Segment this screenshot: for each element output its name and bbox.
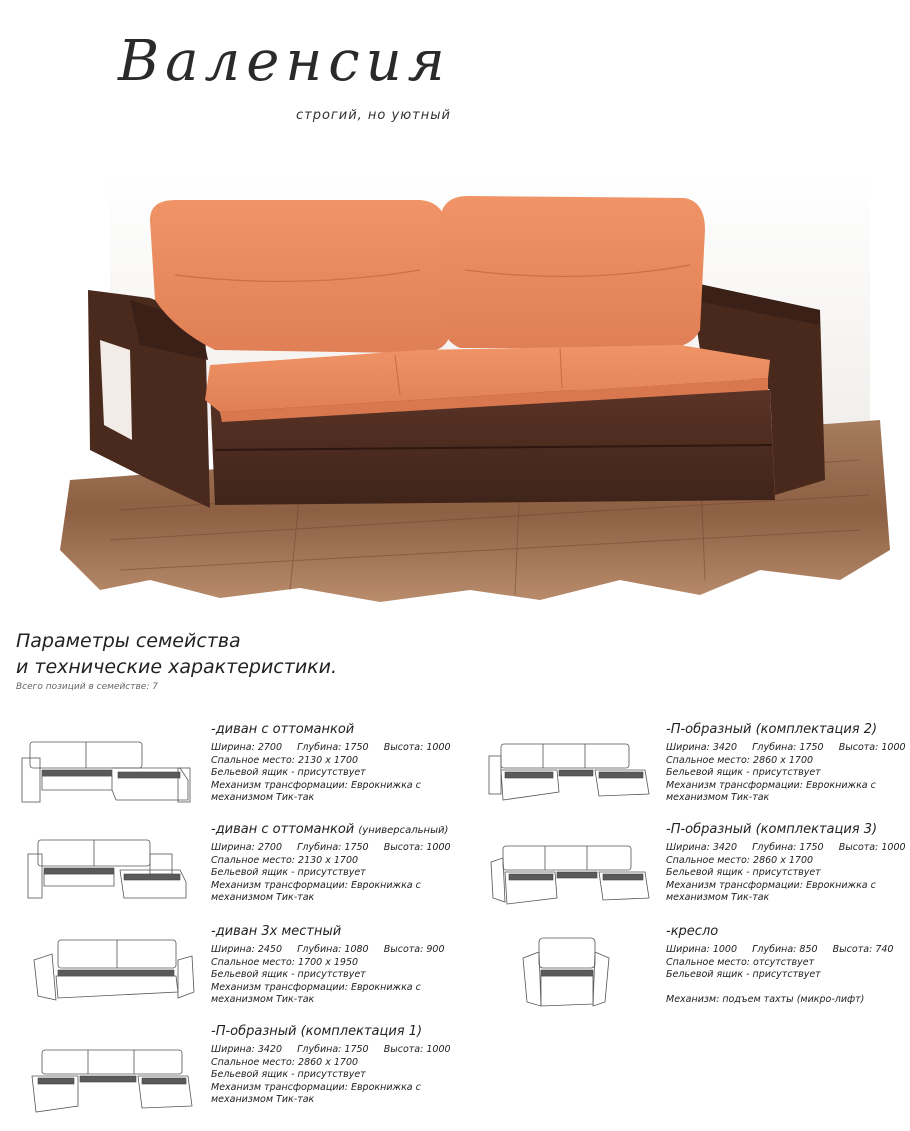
sleep-value: 2860 х 1700 bbox=[298, 1056, 359, 1068]
box-value: присутствует bbox=[752, 867, 821, 878]
sleep-value: 2860 х 1700 bbox=[753, 754, 814, 766]
height-value: 740 bbox=[875, 944, 894, 955]
product-specs: Ширина: 2450 Глубина: 1080 Высота: 900 Спальное место: 1700 х 1950 Бельевой ящик - присутствует Механизм трансформации: Еврокнижка с механизмом Тик-так bbox=[211, 944, 445, 1005]
product-item bbox=[0, 718, 455, 813]
depth-value: 1750 bbox=[344, 1044, 369, 1055]
brand-title: Валенсия bbox=[118, 29, 451, 94]
box-value: присутствует bbox=[297, 867, 366, 878]
product-name-note: (универсальный) bbox=[358, 825, 449, 836]
brand-subtitle: строгий, но уютный bbox=[296, 108, 451, 123]
sleep-value: отсутствует bbox=[753, 956, 815, 968]
product-item bbox=[0, 818, 455, 913]
height-value: 1000 bbox=[426, 842, 451, 853]
product-item bbox=[0, 920, 455, 1015]
width-value: 3420 bbox=[257, 1044, 282, 1055]
mech-value: Еврокнижка с bbox=[350, 879, 421, 891]
box-value: присутствует bbox=[297, 767, 366, 778]
mech-value: Еврокнижка с bbox=[805, 879, 876, 891]
width-value: 3420 bbox=[712, 842, 737, 853]
width-value: 1000 bbox=[712, 944, 737, 955]
mech-value: Еврокнижка с bbox=[350, 981, 421, 993]
mech-value: подъем тахты (микро-лифт) bbox=[722, 993, 865, 1005]
height-value: 1000 bbox=[881, 742, 906, 753]
params-heading bbox=[16, 628, 337, 680]
product-name: -диван с оттоманкой bbox=[211, 722, 355, 737]
armchair-thumbnail bbox=[517, 934, 617, 1014]
depth-value: 1750 bbox=[799, 742, 824, 753]
product-specs: Ширина: 3420 Глубина: 1750 Высота: 1000 Спальное место: 2860 х 1700 Бельевой ящик - присутствует Механизм трансформации: Еврокнижка с механизмом Тик-так bbox=[666, 842, 906, 903]
height-value: 1000 bbox=[426, 742, 451, 753]
mech-value: Еврокнижка с bbox=[350, 1081, 421, 1093]
product-item bbox=[0, 1020, 455, 1120]
width-value: 2700 bbox=[257, 842, 282, 853]
product-specs: Ширина: 2700 Глубина: 1750 Высота: 1000 Спальное место: 2130 х 1700 Бельевой ящик - присутствует Механизм трансформации: Еврокнижка с механизмом Тик-так bbox=[211, 742, 451, 803]
sofa-hero-image bbox=[0, 150, 910, 610]
sleep-value: 1700 х 1950 bbox=[298, 956, 359, 968]
box-value: присутствует bbox=[297, 1069, 366, 1080]
sofa-ottoman-universal-thumbnail bbox=[20, 836, 195, 906]
product-specs: Ширина: 2700 Глубина: 1750 Высота: 1000 Спальное место: 2130 х 1700 Бельевой ящик - присутствует Механизм трансформации: Еврокнижка с механизмом Тик-так bbox=[211, 842, 451, 903]
product-name: -кресло bbox=[666, 924, 719, 939]
product-item bbox=[455, 818, 910, 913]
sofa-u-shaped-2-thumbnail bbox=[485, 740, 655, 810]
sofa-u-shaped-3-thumbnail bbox=[487, 840, 657, 912]
sleep-value: 2860 х 1700 bbox=[753, 854, 814, 866]
params-heading-line1: Параметры семейства bbox=[16, 630, 241, 652]
params-heading-line2: и технические характеристики. bbox=[16, 656, 338, 678]
sofa-ottoman-thumbnail bbox=[20, 738, 195, 808]
height-value: 1000 bbox=[426, 1044, 451, 1055]
mech-value: Еврокнижка с bbox=[350, 779, 421, 791]
product-name: -П-образный (комплектация 3) bbox=[666, 822, 878, 837]
product-specs: Ширина: 1000 Глубина: 850 Высота: 740 Спальное место: отсутствует Бельевой ящик - присутствует Механизм: подъем тахты (микро-лифт) bbox=[666, 944, 894, 1005]
depth-value: 1750 bbox=[799, 842, 824, 853]
params-count: Всего позиций в семействе: 7 bbox=[16, 682, 158, 692]
product-item bbox=[455, 718, 910, 813]
depth-value: 850 bbox=[799, 944, 818, 955]
product-name: -диван с оттоманкой (универсальный) bbox=[211, 822, 449, 837]
width-value: 2700 bbox=[257, 742, 282, 753]
depth-value: 1750 bbox=[344, 842, 369, 853]
product-specs: Ширина: 3420 Глубина: 1750 Высота: 1000 Спальное место: 2860 х 1700 Бельевой ящик - присутствует Механизм трансформации: Еврокнижка с механизмом Тик-так bbox=[666, 742, 906, 803]
box-value: присутствует bbox=[297, 969, 366, 980]
box-value: присутствует bbox=[752, 969, 821, 980]
product-name: -диван 3х местный bbox=[211, 924, 342, 939]
depth-value: 1080 bbox=[344, 944, 369, 955]
sofa-3-seat-thumbnail bbox=[28, 936, 203, 1008]
width-value: 2450 bbox=[257, 944, 282, 955]
product-name: -П-образный (комплектация 1) bbox=[211, 1024, 423, 1039]
box-value: присутствует bbox=[752, 767, 821, 778]
product-specs: Ширина: 3420 Глубина: 1750 Высота: 1000 Спальное место: 2860 х 1700 Бельевой ящик - присутствует Механизм трансформации: Еврокнижка с механизмом Тик-так bbox=[211, 1044, 451, 1105]
height-value: 1000 bbox=[881, 842, 906, 853]
product-name: -П-образный (комплектация 2) bbox=[666, 722, 878, 737]
sofa-u-shaped-1-thumbnail bbox=[28, 1046, 203, 1126]
depth-value: 1750 bbox=[344, 742, 369, 753]
mech-value: Еврокнижка с bbox=[805, 779, 876, 791]
sleep-value: 2130 х 1700 bbox=[298, 754, 359, 766]
width-value: 3420 bbox=[712, 742, 737, 753]
height-value: 900 bbox=[426, 944, 445, 955]
sleep-value: 2130 х 1700 bbox=[298, 854, 359, 866]
product-item bbox=[455, 920, 910, 1015]
brand bbox=[118, 29, 451, 123]
